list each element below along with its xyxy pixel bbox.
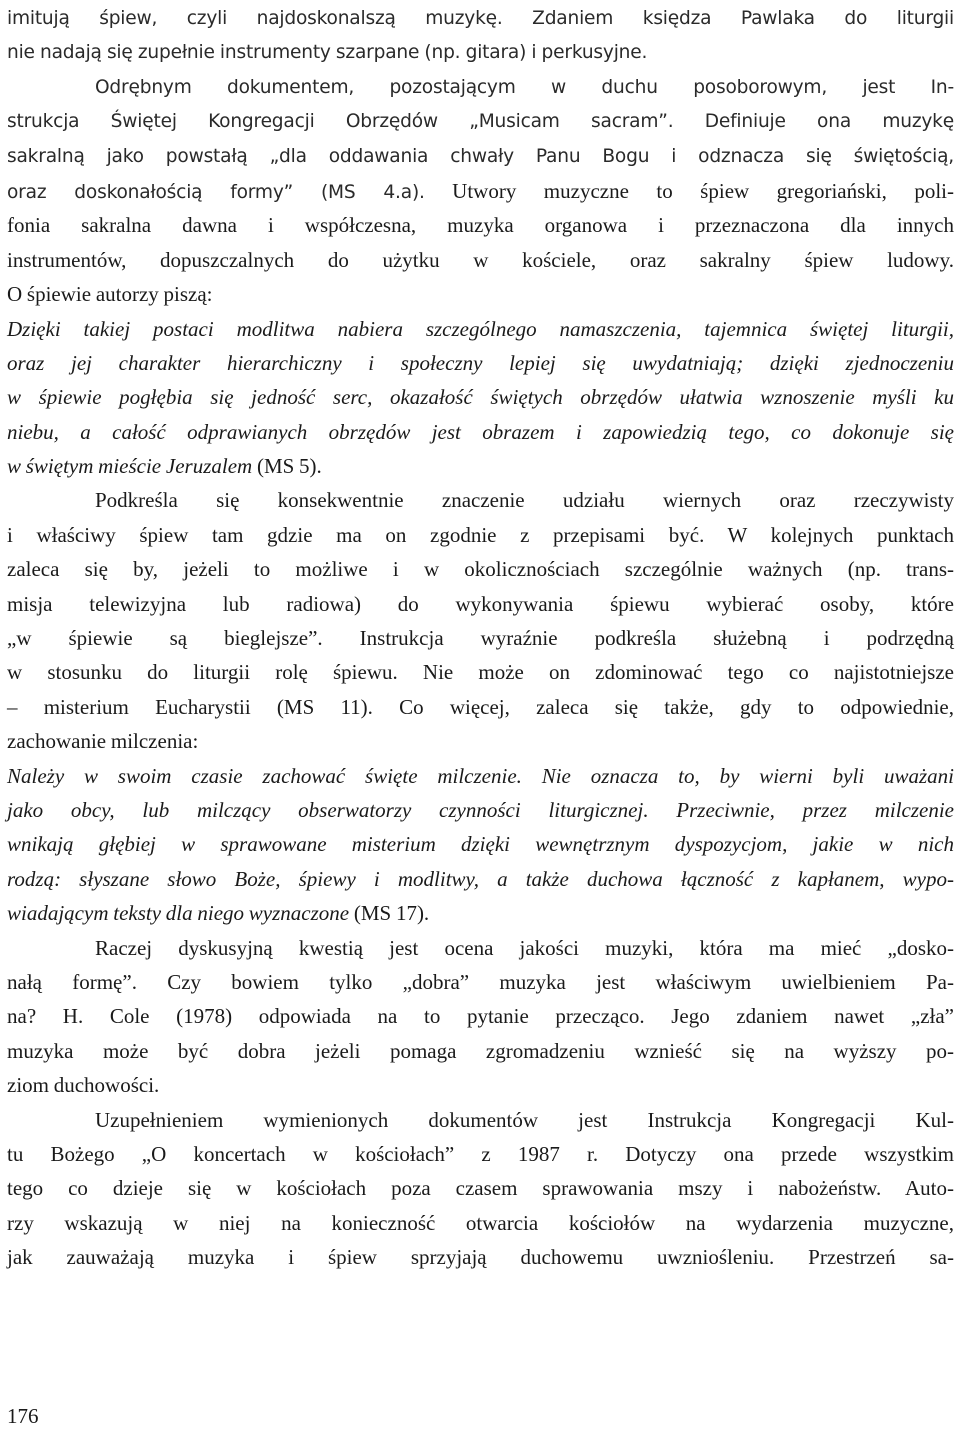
body-text: rzy wskazują w niej na konieczność otwarcia kościołów na wydarzenia muzyczne, — [7, 1210, 954, 1235]
body-text: Raczej dyskusyjną kwestią jest ocena jakości muzyki, która ma mieć „dosko- — [95, 935, 954, 960]
body-text: i właściwy śpiew tam gdzie ma on zgodnie z przepisami być. W kolejnych punktach — [7, 522, 954, 547]
quote-text: niebu, a całość odprawianych obrzędów jest obrazem i zapowiedzią tego, co dokonuje się — [7, 419, 954, 444]
text-line — [7, 1137, 954, 1171]
text-line — [7, 999, 954, 1033]
text-line — [7, 208, 954, 242]
quote-text: wiadającym teksty dla niego wyznaczone — [7, 901, 350, 926]
body-text: instrumentów, dopuszczalnych do użytku w kościele, oraz sakralny śpiew ludowy. — [7, 247, 954, 272]
body-text: (MS 5). — [252, 454, 322, 479]
body-text: Podkreśla się konsekwentnie znaczenie udziału wiernych oraz rzeczywisty — [95, 488, 954, 513]
quote-text: jako obcy, lub milczący obserwatorzy czynności liturgicznej. Przeciwnie, przez milczenie — [7, 797, 954, 822]
text-line — [7, 36, 954, 70]
text-line — [7, 312, 954, 346]
text-line — [7, 105, 954, 139]
text-line — [7, 1103, 954, 1137]
body-text: nie nadają się zupełnie instrumenty szarpane (np. gitara) i perkusyjne. — [7, 42, 648, 64]
text-line — [7, 449, 954, 483]
body-text: w stosunku do liturgii rolę śpiewu. Nie może on zdominować tego co najistotniejsze — [7, 660, 954, 685]
text-line — [7, 1171, 954, 1205]
text-line — [7, 140, 954, 174]
quote-text: wnikają głębiej w sprawowane misterium dzięki wewnętrznym dyspozycjom, jakie w nich — [7, 832, 954, 857]
body-text: imitują śpiew, czyli najdoskonalszą muzykę. Zdaniem księdza Pawlaka do liturgii — [7, 8, 954, 29]
text-line — [7, 690, 954, 724]
text-line — [7, 483, 954, 517]
text-line — [7, 518, 954, 552]
body-text: tu Bożego „O koncertach w kościołach” z 1987 r. Dotyczy ona przede wszystkim — [7, 1141, 954, 1166]
text-line — [7, 621, 954, 655]
body-text: O śpiewie autorzy piszą: — [7, 282, 213, 307]
body-text: „w śpiewie są bieglejsze”. Instrukcja wyraźnie podkreśla służebną i podrzędną — [7, 626, 954, 651]
body-text: muzyka może być dobra jeżeli pomaga zgromadzeniu wznieść się na wyższy po- — [7, 1038, 954, 1063]
body-text: jak zauważają muzyka i śpiew sprzyjają duchowemu uwzniośleniu. Przestrzeń sa- — [7, 1245, 954, 1270]
text-line — [7, 277, 954, 311]
body-text: sakralną jako powstałą „dla oddawania chwały Panu Bogu i odznacza się świętością, — [7, 145, 954, 167]
text-line — [7, 793, 954, 827]
text-line — [7, 380, 954, 414]
text-line — [7, 655, 954, 689]
text-line — [7, 174, 954, 208]
text-line — [7, 931, 954, 965]
text-line — [7, 724, 954, 758]
page-number: 176 — [7, 1404, 39, 1428]
text-line — [7, 862, 954, 896]
body-text: tego co dzieje się w kościołach poza czasem sprawowania mszy i nabożeństw. Auto- — [7, 1176, 954, 1201]
body-text: – misterium Eucharystii (MS 11). Co więcej, zaleca się także, gdy to odpowiednie, — [7, 694, 954, 719]
text-line — [7, 965, 954, 999]
body-text: ziom duchowości. — [7, 1073, 160, 1098]
body-text: zachowanie milczenia: — [7, 729, 199, 754]
body-text: nałą formę”. Czy bowiem tylko „dobra” muzyka jest właściwym uwielbieniem Pa- — [7, 969, 954, 994]
body-text: strukcja Świętej Kongregacji Obrzędów „Musicam sacram”. Definiuje ona muzykę — [7, 111, 954, 133]
text-line — [7, 1034, 954, 1068]
text-line — [7, 71, 954, 105]
text-line — [7, 1240, 954, 1274]
text-line — [7, 896, 954, 930]
body-text: Utwory muzyczne to śpiew gregoriański, poli- — [424, 178, 954, 203]
text-line — [7, 346, 954, 380]
body-text: Uzupełnieniem wymienionych dokumentów jest Instrukcja Kongregacji Kul- — [95, 1107, 954, 1132]
quote-text: Dzięki takiej postaci modlitwa nabiera szczególnego namaszczenia, tajemnica świętej liturgii, — [7, 316, 954, 341]
text-line — [7, 2, 954, 36]
text-line — [7, 1206, 954, 1240]
body-text: misja telewizyjna lub radiowa) do wykonywania śpiewu wybierać osoby, które — [7, 591, 954, 616]
quote-text: w świętym mieście Jeruzalem — [7, 454, 253, 479]
text-line — [7, 552, 954, 586]
page-body — [7, 2, 954, 1274]
body-text: oraz doskonałością formy” (MS 4.a). — [7, 181, 425, 203]
text-line — [7, 827, 954, 861]
text-line — [7, 415, 954, 449]
quote-text: oraz jej charakter hierarchiczny i społeczny lepiej się uwydatniają; dzięki zjednoczeniu — [7, 350, 954, 375]
text-line — [7, 759, 954, 793]
quote-text: w śpiewie pogłębia się jedność serc, okazałość świętych obrzędów ułatwia wznoszenie myśli ku — [7, 385, 954, 410]
body-text: na? H. Cole (1978) odpowiada na to pytanie przecząco. Jego zdaniem nawet „zła” — [7, 1004, 954, 1029]
quote-text: rodzą: słyszane słowo Boże, śpiewy i modlitwy, a także duchowa łączność z kapłanem, wypo- — [7, 866, 954, 891]
text-line — [7, 243, 954, 277]
quote-text: Należy w swoim czasie zachować święte milczenie. Nie oznacza to, by wierni byli uważani — [7, 763, 954, 788]
body-text: Odrębnym dokumentem, pozostającym w duchu posoborowym, jest In- — [95, 76, 954, 98]
text-line — [7, 587, 954, 621]
body-text: zaleca się by, jeżeli to możliwe i w okolicznościach szczególnie ważnych (np. trans- — [7, 557, 954, 582]
body-text: (MS 17). — [349, 901, 430, 926]
text-line — [7, 1068, 954, 1102]
body-text: fonia sakralna dawna i współczesna, muzyka organowa i przeznaczona dla innych — [7, 213, 954, 238]
